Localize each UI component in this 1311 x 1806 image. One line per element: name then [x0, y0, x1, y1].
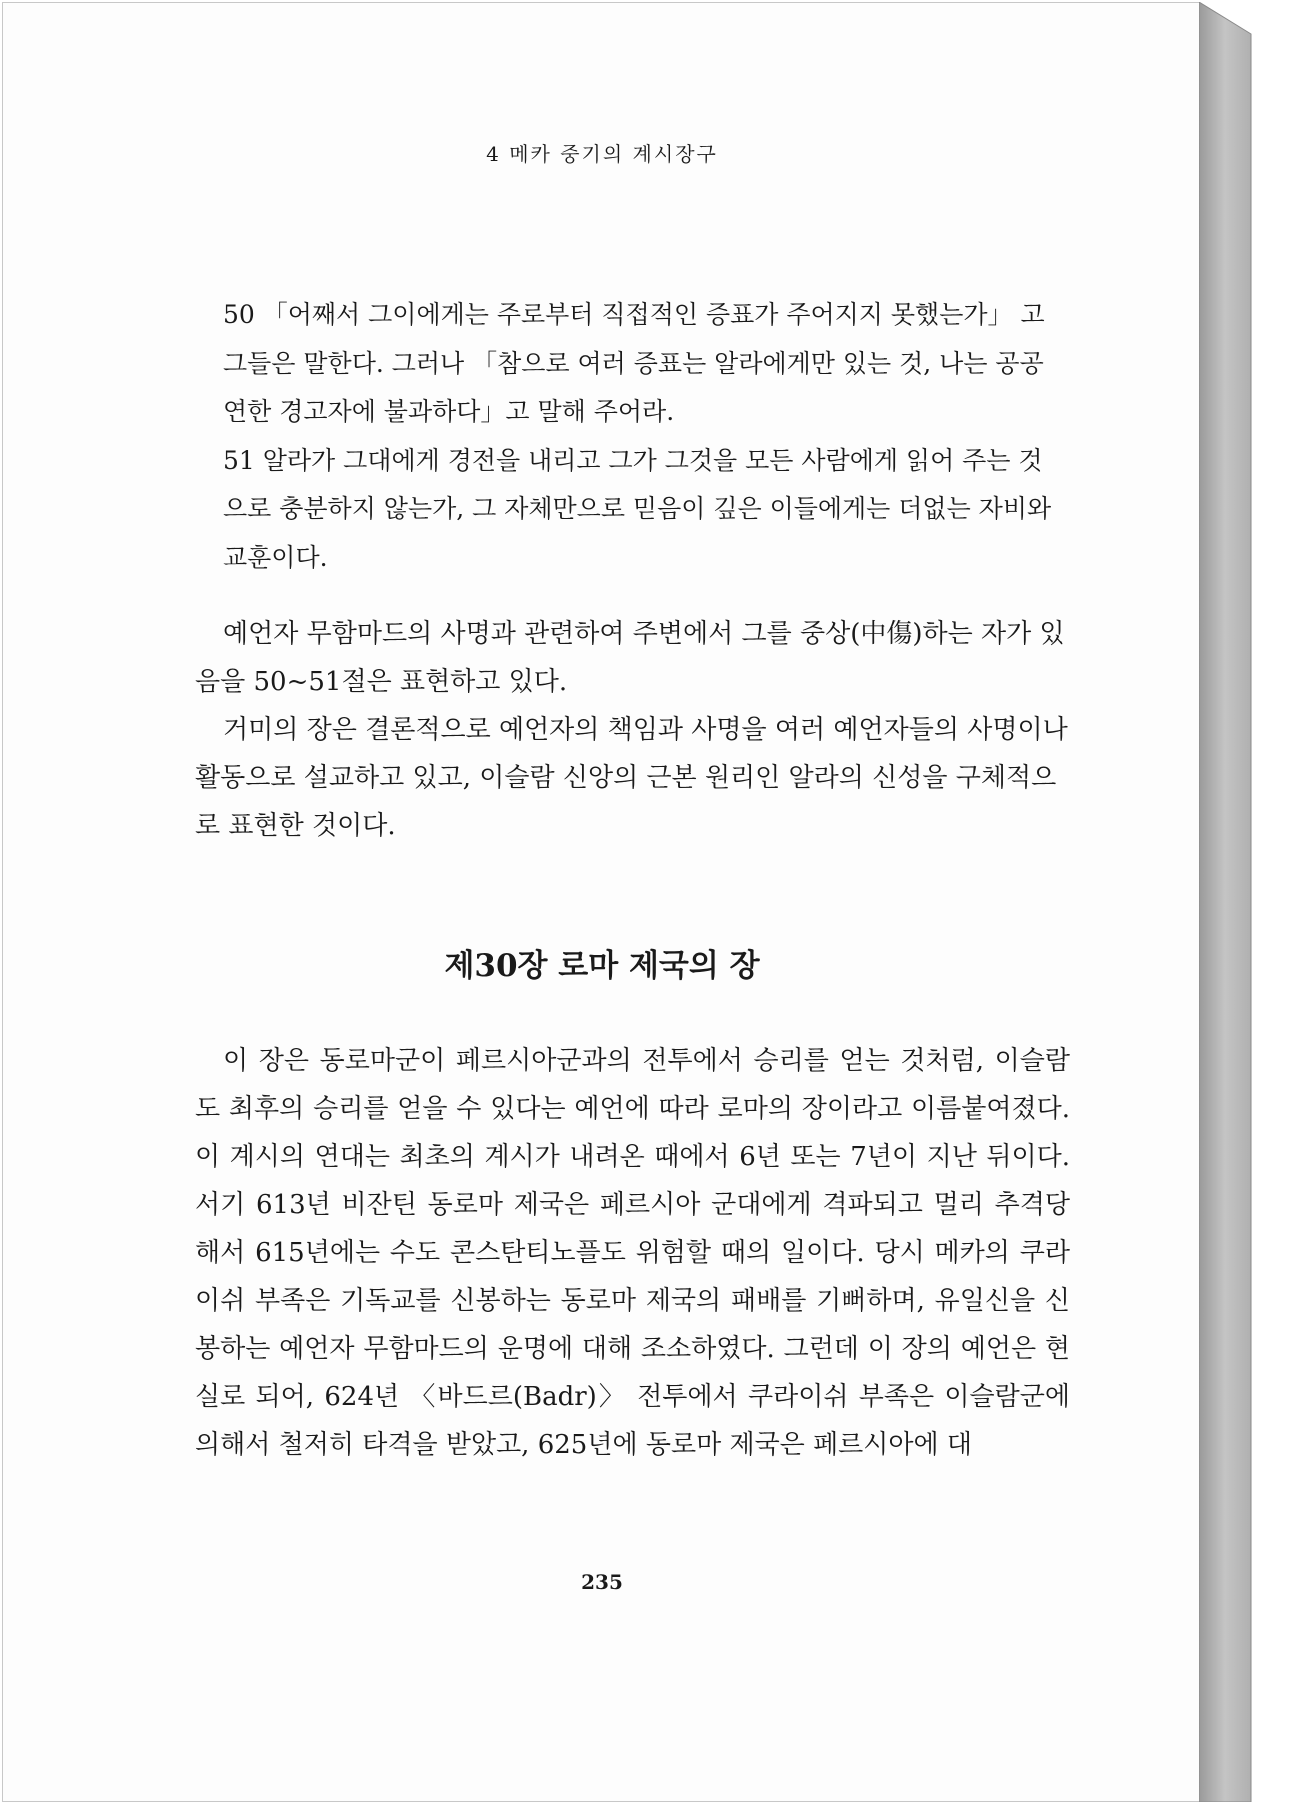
- chapter-paragraph: 이 장은 동로마군이 페르시아군과의 전투에서 승리를 얻는 것처럼, 이슬람도 최후의 승리를 얻을 수 있다는 예언에 따라 로마의 장이라고 이름붙여졌다. 이 계시의 연대는 최초의 계시가 내려온 때에서 6년 또는 7년이 지난 뒤이다. 서기 613년 비잔틴 동로마 제국은 페르시아 군대에게 격파되고 멀리 추격당해서 615년에는 수도 콘스탄티노플도 위험할 때의 일이다. 당시 메카의 쿠라이쉬 부족은 기독교를 신봉하는 동로마 제국의 패배를 기뻐하며, 유일신을 신봉하는 예언자 무함마드의 운명에 대해 조소하였다. 그런데 이 장의 예언은 현실로 되어, 624년 〈바드르(Badr)〉 전투에서 쿠라이쉬 부족은 이슬람군에 의해서 철저히 타격을 받았고, 625년에 동로마 제국은 페르시아에 대: [195, 1046, 1070, 1460]
- running-head: 4 메카 중기의 계시장구: [486, 142, 718, 166]
- verse-51: 51 알라가 그대에게 경전을 내리고 그가 그것을 모든 사람에게 읽어 주는 것으로 충분하지 않는가, 그 자체만으로 믿음이 깊은 이들에게는 더없는 자비와 교훈이다.: [223, 445, 1052, 572]
- verse-block: [223, 291, 1053, 582]
- page-number: 235: [581, 1570, 623, 1594]
- book-spine: [1199, 2, 1305, 1802]
- commentary-paragraph: 예언자 무함마드의 사명과 관련하여 주변에서 그를 중상(中傷)하는 자가 있음을 50~51절은 표현하고 있다.: [195, 619, 1065, 697]
- chapter-body: [195, 1037, 1070, 1469]
- book-page: [2, 2, 1200, 1802]
- chapter-title: 제30장 로마 제국의 장: [444, 948, 760, 984]
- verse-50: 50 「어째서 그이에게는 주로부터 직접적인 증표가 주어지지 못했는가」 고 그들은 말한다. 그러나 「참으로 여러 증표는 알라에게만 있는 것, 나는 공공연한 경고자에 불과하다」고 말해 주어라.: [223, 300, 1045, 426]
- commentary: [195, 610, 1070, 850]
- commentary-paragraph: 거미의 장은 결론적으로 예언자의 책임과 사명을 여러 예언자들의 사명이나 활동으로 설교하고 있고, 이슬람 신앙의 근본 원리인 알라의 신성을 구체적으로 표현한 것이다.: [195, 715, 1068, 841]
